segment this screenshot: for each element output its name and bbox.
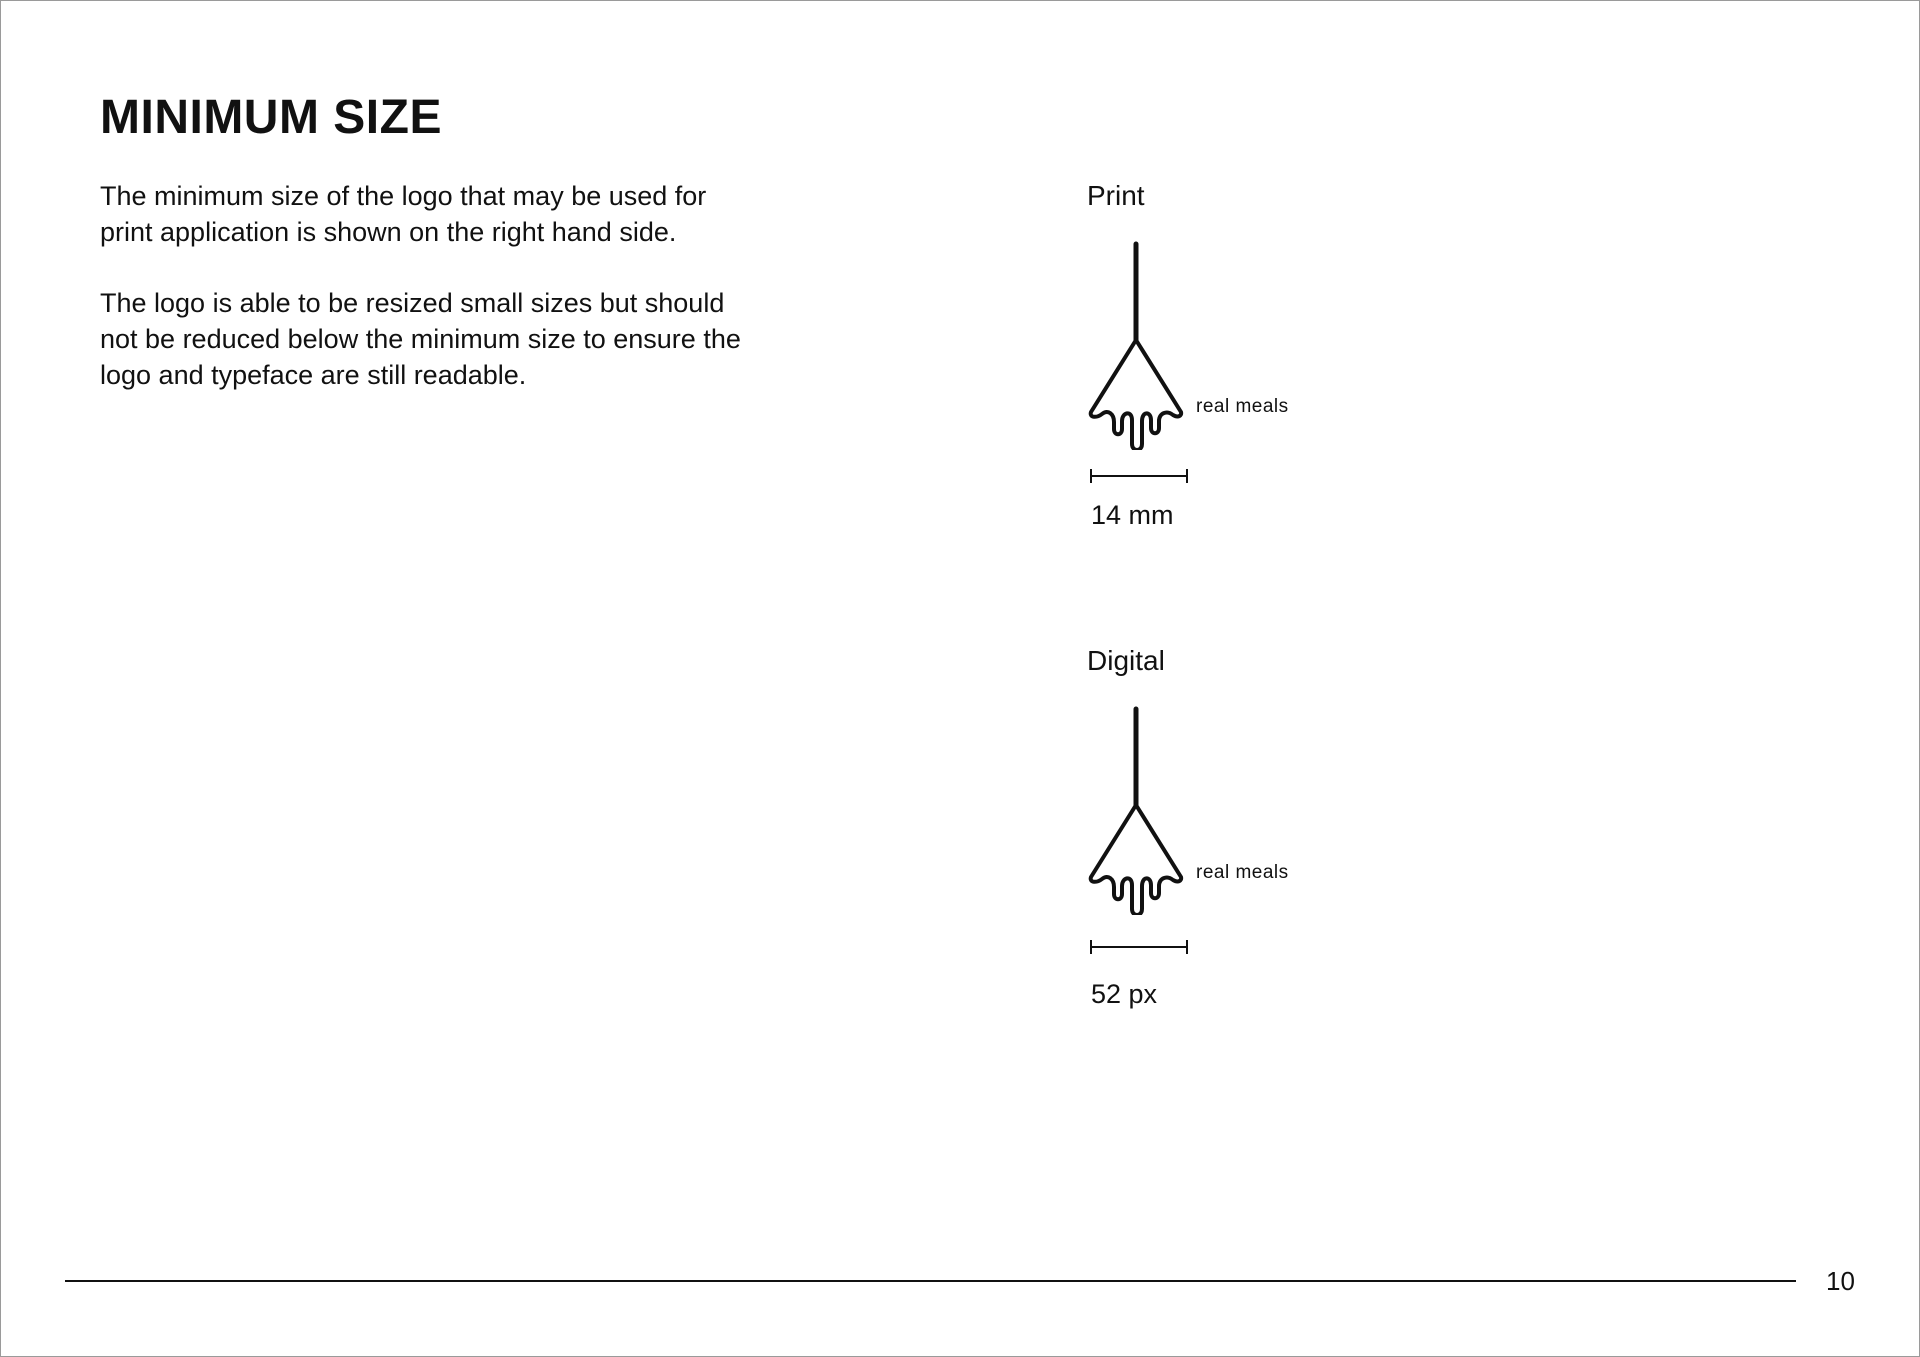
footer-rule: [65, 1280, 1796, 1282]
dimension-line-icon: [1090, 938, 1188, 956]
fork-drip-logo-icon: [1087, 240, 1207, 450]
brand-wordmark: real meals: [1196, 862, 1289, 883]
digital-label: Digital: [1087, 645, 1165, 676]
page-number: 10: [1826, 1266, 1855, 1296]
resize-guidance-paragraph: The logo is able to be resized small sizes but should not be reduced below the minimum size to ensure the logo and typeface are still readable.: [100, 288, 741, 390]
digital-minimum-size: 52 px: [1091, 979, 1158, 1009]
intro-paragraph: The minimum size of the logo that may be used for print application is shown on the right hand side.: [100, 181, 707, 247]
page-title: MINIMUM SIZE: [100, 91, 442, 144]
brand-wordmark: real meals: [1196, 396, 1289, 417]
fork-drip-logo-icon: [1087, 705, 1207, 915]
print-minimum-size: 14 mm: [1091, 500, 1174, 530]
print-label: Print: [1087, 180, 1145, 211]
dimension-line-icon: [1090, 467, 1188, 485]
